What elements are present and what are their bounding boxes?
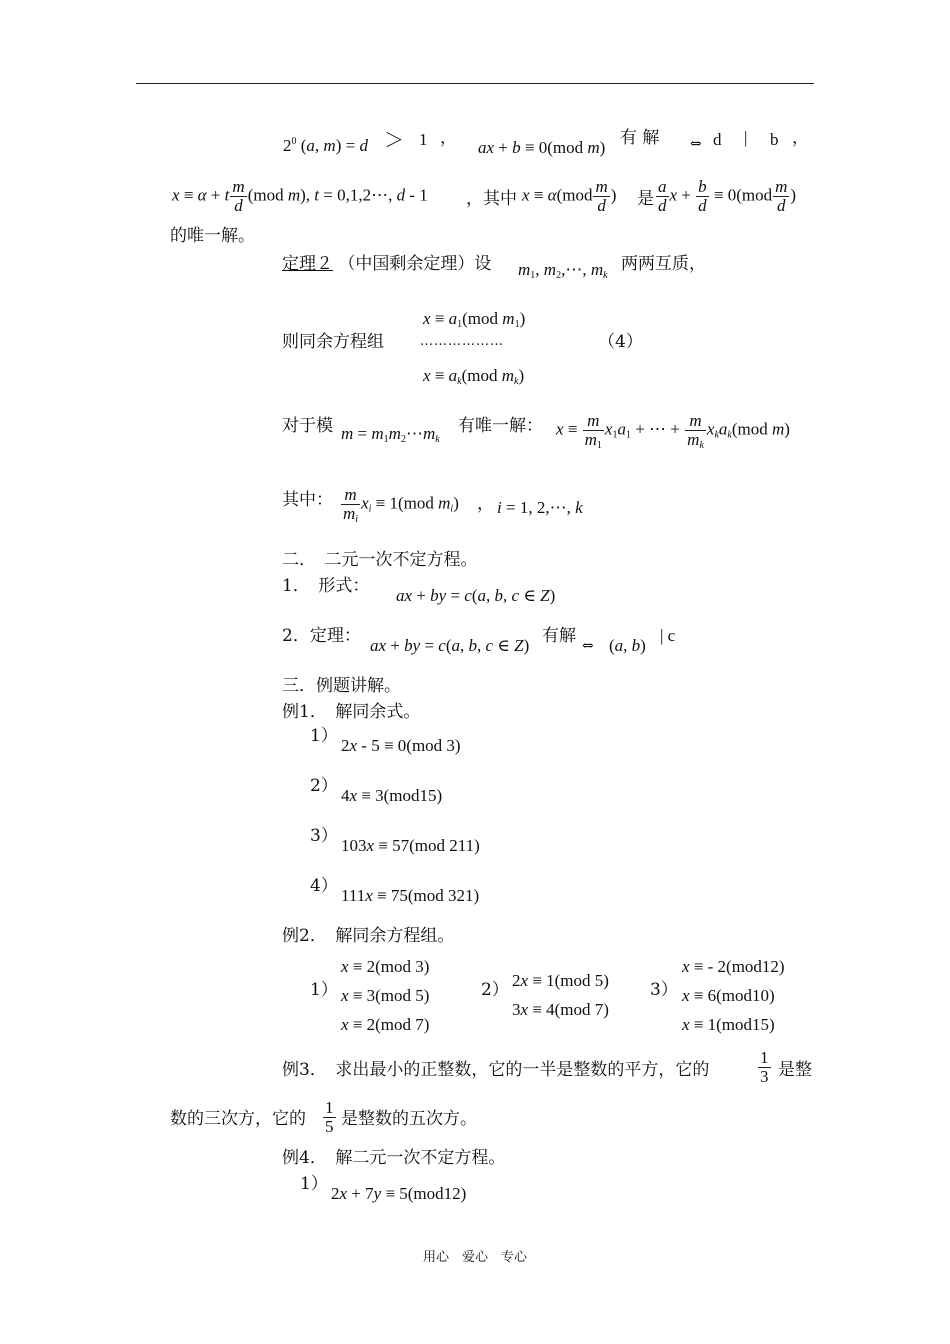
theorem-label: 2．定理：: [282, 626, 361, 646]
example3-fraction-1-num: 1: [760, 1048, 769, 1067]
where-text: 其中：: [282, 490, 333, 510]
example3-text-1-end: 是整: [778, 1060, 812, 1080]
intro-gt: ＞: [384, 128, 404, 152]
example3-fraction-2: [322, 1099, 337, 1136]
modulus-text: 对于模: [282, 416, 333, 436]
theorem2-moduli: $m_1$, $m_2,\cdots$, $m_k$: [518, 260, 608, 281]
page-footer: 用心 爱心 专心: [423, 1250, 528, 1265]
example2-item-label: 3）: [650, 980, 678, 1000]
example3-text-1: 例3． 求出最小的正整数，它的一半是整数的平方，它的: [282, 1060, 710, 1080]
example2-item-label: 2）: [481, 980, 509, 1000]
example1-label: 例1． 解同余式。: [282, 702, 421, 722]
example2-system-1-eq: x ≡ 2(mod 3): [341, 957, 430, 976]
form-label: 1． 形式：: [282, 576, 370, 596]
theorem2-line: [282, 254, 491, 274]
intro-d: d: [713, 130, 722, 149]
intro-comma-1: ，: [440, 128, 457, 148]
example4-item-label: 1）: [300, 1174, 328, 1194]
example3-text-2: 数的三次方，它的: [170, 1109, 306, 1129]
theorem2-coprime: 两两互质，: [621, 254, 706, 274]
example1-congruence: 111x ≡ 75(mod 321): [341, 886, 480, 905]
divides-c: | c: [660, 626, 676, 645]
has-solution-text: 有解: [542, 626, 576, 646]
intro-iff: ⇔: [690, 136, 702, 152]
example4-equation: 2x + 7y ≡ 5(mod12): [331, 1184, 467, 1203]
intro-where: ，其中: [466, 189, 517, 209]
system-eq-1: $x \equiv a_1(mod$ $m_1$): [423, 309, 526, 330]
form-equation: ax + by = c(a, b, c ∈ Z): [396, 586, 556, 605]
intro-prop-2: $2^0$ (a, m) = d: [283, 136, 368, 155]
example1-item-label: 1）: [310, 726, 338, 746]
where-condition: $\frac{m}{m_i}$ $x_i \equiv 1(mod$ $m_i$): [343, 485, 459, 525]
intro-reduced-congruence: $\frac{a}{d}$ x + $\frac{b}{d}$ ≡ 0(mod $\frac{m}{d}$ ): [658, 177, 797, 215]
example1-item-label: 2）: [310, 776, 338, 796]
example1-congruence: 103x ≡ 57(mod 211): [341, 836, 480, 855]
header-rule: [136, 83, 814, 84]
example2-item-label: 1）: [310, 980, 338, 1000]
crt-solution: x ≡ $\frac{m}{m_1}$ $x_1a_1$ + ⋯ + $\frac{m}{m_k}$ $x_ka_k(mod$ m): [556, 411, 790, 451]
example3-text-2-end: 是整数的五次方。: [341, 1109, 477, 1129]
intro-particular-solution: x ≡ α(mod $\frac{m}{d}$ ): [522, 177, 617, 215]
example3-fraction-2-num: 1: [325, 1098, 334, 1117]
example2-system-1-eq: x ≡ 2(mod 7): [341, 1015, 430, 1034]
example2-system-3-eq: x ≡ 6(mod10): [682, 986, 775, 1005]
intro-divides: |: [744, 128, 748, 147]
example1-congruence: 2x - 5 ≡ 0(mod 3): [341, 736, 461, 755]
intro-is: 是: [637, 189, 654, 209]
intro-has-solution: 有 解: [620, 128, 660, 148]
example3-fraction-1: [757, 1049, 772, 1086]
example1-congruence: 4x ≡ 3(mod15): [341, 786, 443, 805]
section2-heading: 二． 二元一次不定方程。: [282, 550, 478, 570]
gcd-ab: (a, b): [609, 636, 646, 655]
iff-symbol: ⇔: [582, 638, 594, 654]
example2-system-3-eq: x ≡ 1(mod15): [682, 1015, 775, 1034]
theorem-equation: ax + by = c(a, b, c ∈ Z): [370, 636, 530, 655]
example1-item-label: 3）: [310, 826, 338, 846]
system-dots: ………………: [420, 334, 504, 349]
system-label: 则同余方程组: [282, 332, 384, 352]
theorem2-paren: （中国剩余定理）设: [338, 254, 492, 274]
index-range: i = 1, 2,⋯, k: [497, 498, 583, 517]
unique-solution-text: 有唯一解：: [458, 416, 543, 436]
example2-system-2-eq: 2x ≡ 1(mod 5): [512, 971, 609, 990]
example3-fraction-2-den: 5: [325, 1116, 334, 1136]
intro-unique-text: 的唯一解。: [170, 226, 255, 246]
example2-system-2-eq: 3x ≡ 4(mod 7): [512, 1000, 609, 1019]
intro-b: b: [770, 130, 779, 149]
intro-one: 1: [419, 130, 428, 149]
example2-label: 例2． 解同余方程组。: [282, 926, 455, 946]
example2-system-1-eq: x ≡ 3(mod 5): [341, 986, 430, 1005]
example2-system-3-eq: x ≡ - 2(mod12): [682, 957, 785, 976]
intro-congruence: ax + b ≡ 0(mod m): [478, 138, 606, 157]
intro-comma-2: ，: [792, 128, 809, 148]
section3-heading: 三．例题讲解。: [282, 676, 401, 696]
example3-line-1: [282, 1060, 709, 1080]
where-sep: ，: [477, 494, 494, 514]
intro-general-solution: x ≡ α + t $\frac{m}{d}$ (mod m), t = 0,1,2⋯, d - 1: [172, 177, 428, 215]
system-eq-k: $x \equiv a_k(mod$ $m_k$): [423, 366, 525, 387]
equation-number: （4）: [598, 332, 643, 352]
example1-item-label: 4）: [310, 876, 338, 896]
example4-label: 例4． 解二元一次不定方程。: [282, 1148, 506, 1168]
example3-fraction-1-den: 3: [760, 1066, 769, 1086]
modulus-product: $m = m_1m_2\cdots m_k$: [341, 424, 440, 445]
theorem2-title: 定理２: [282, 254, 333, 274]
